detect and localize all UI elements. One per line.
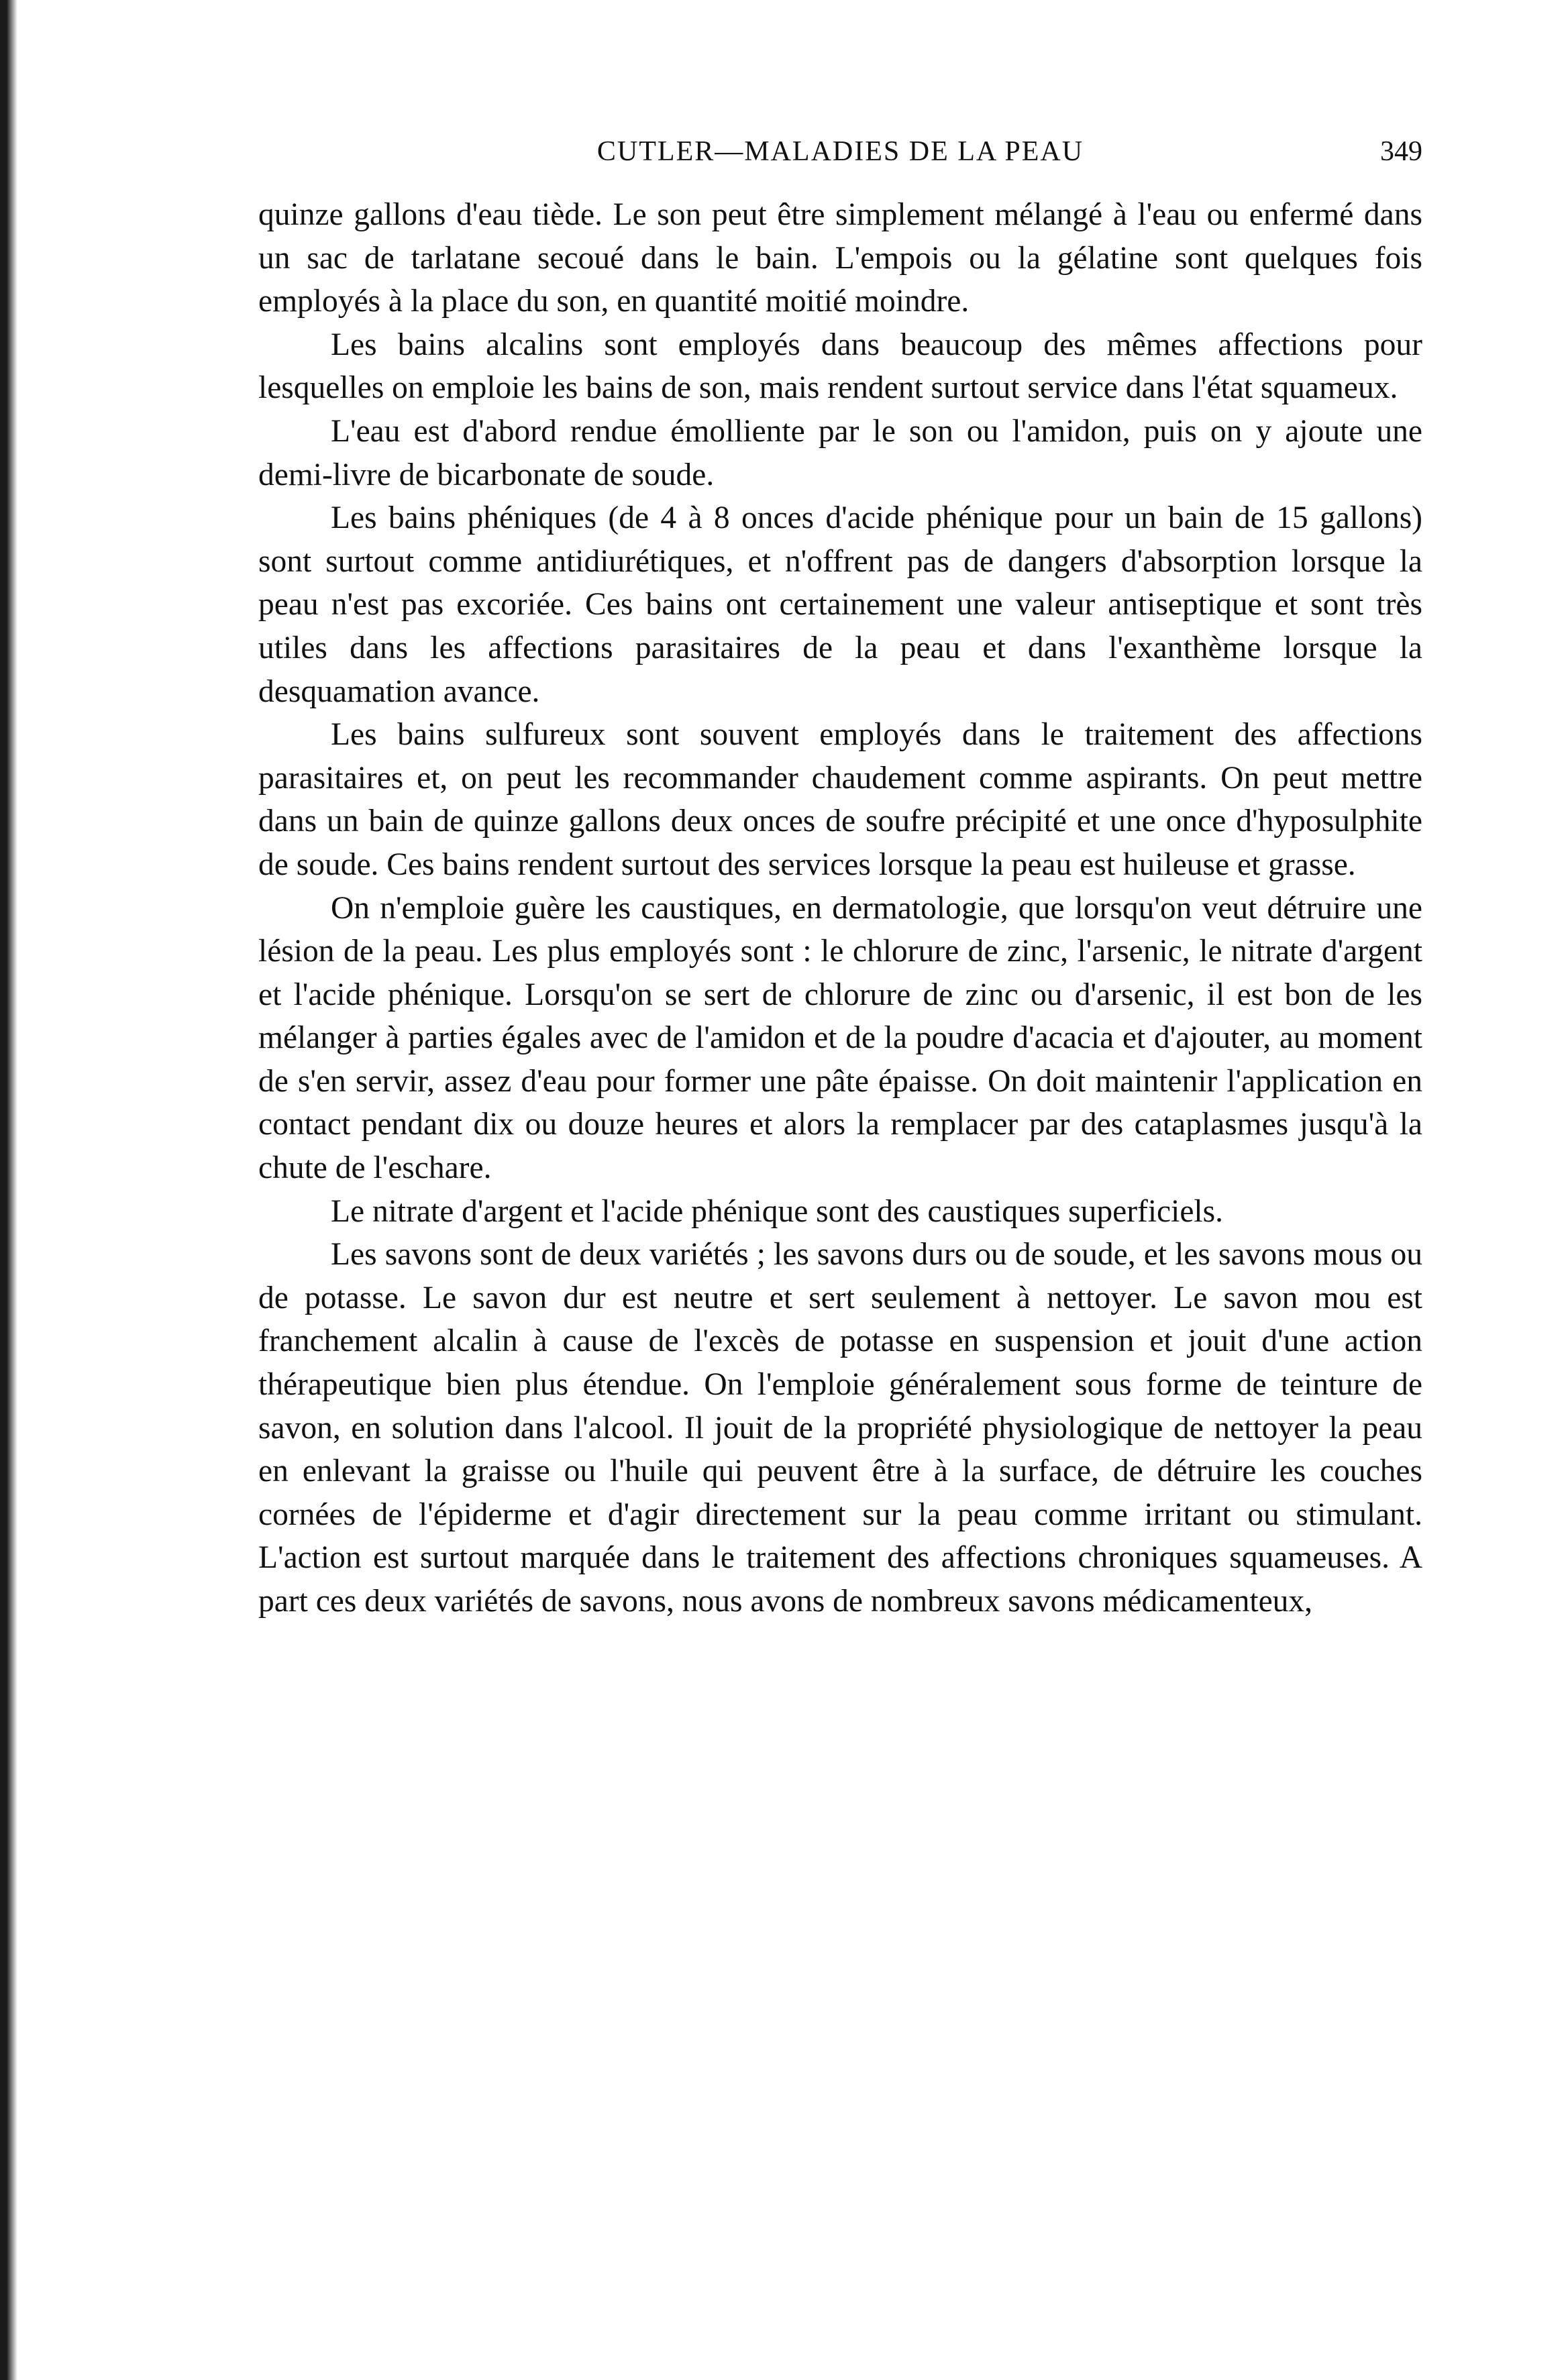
- body-text: [258, 193, 1422, 1623]
- paragraph: Les savons sont de deux variétés ; les savons durs ou de soude, et les savons mous ou de potasse. Le savon dur est neutre et sert seulement à nettoyer. Le savon mou est franchement alcalin à cause de l'excès de potasse en suspension et jouit d'une action thérapeutique bien plus étendue. On l'emploie généralement sous forme de teinture de savon, en solution dans l'alcool. Il jouit de la propriété physiologique de nettoyer la peau en enlevant la graisse ou l'huile qui peuvent être à la surface, de détruire les couches cornées de l'épiderme et d'agir directement sur la peau comme irritant ou stimulant. L'action est surtout marquée dans le traitement des affections chroniques squameuses. A part ces deux variétés de savons, nous avons de nombreux savons médicamenteux,: [258, 1237, 1422, 1619]
- page-number: 349: [1380, 136, 1422, 167]
- paragraph: Le nitrate d'argent et l'acide phénique sont des caustiques superficiels.: [331, 1193, 1223, 1229]
- paragraph: Les bains sulfureux sont souvent employés dans le traitement des affections parasitaires et, on peut les recommander chaudement comme aspirants. On peut mettre dans un bain de quinze gallons deux onces de soufre précipité et une once d'hyposulphite de soude. Ces bains rendent surtout des services lorsque la peau est huileuse et grasse.: [258, 717, 1422, 882]
- paragraph: Les bains alcalins sont employés dans beaucoup des mêmes affections pour lesquelles on emploie les bains de son, mais rendent surtout service dans l'état squameux.: [258, 327, 1422, 406]
- scan-page-edge: [0, 0, 17, 2380]
- paragraph: Les bains phéniques (de 4 à 8 onces d'acide phénique pour un bain de 15 gallons) sont surtout comme antidiurétiques, et n'offrent pas de dangers d'absorption lorsque la peau n'est pas excoriée. Ces bains ont certainement une valeur antiseptique et sont très utiles dans les affections parasitaires de la peau et dans l'exanthème lorsque la desquamation avance.: [258, 500, 1422, 709]
- paragraph-continued: quinze gallons d'eau tiède. Le son peut être simplement mélangé à l'eau ou enfermé dans un sac de tarlatane secoué dans le bain. L'empois ou la gélatine sont quelques fois employés à la place du son, en quantité moitié moindre.: [258, 197, 1422, 319]
- paragraph: On n'emploie guère les caustiques, en dermatologie, que lorsqu'on veut détruire une lésion de la peau. Les plus employés sont : le chlorure de zinc, l'arsenic, le nitrate d'argent et l'acide phénique. Lorsqu'on se sert de chlorure de zinc ou d'arsenic, il est bon de les mélanger à parties égales avec de l'amidon et de la poudre d'acacia et d'ajouter, au moment de s'en servir, assez d'eau pour former une pâte épaisse. On doit maintenir l'application en contact pendant dix ou douze heures et alors la remplacer par des cataplasmes jusqu'à la chute de l'eschare.: [258, 890, 1422, 1186]
- running-title: CUTLER—MALADIES DE LA PEAU: [596, 136, 1084, 167]
- running-header: [258, 131, 1422, 172]
- paragraph: L'eau est d'abord rendue émolliente par le son ou l'amidon, puis on y ajoute une demi-livre de bicarbonate de soude.: [258, 413, 1422, 492]
